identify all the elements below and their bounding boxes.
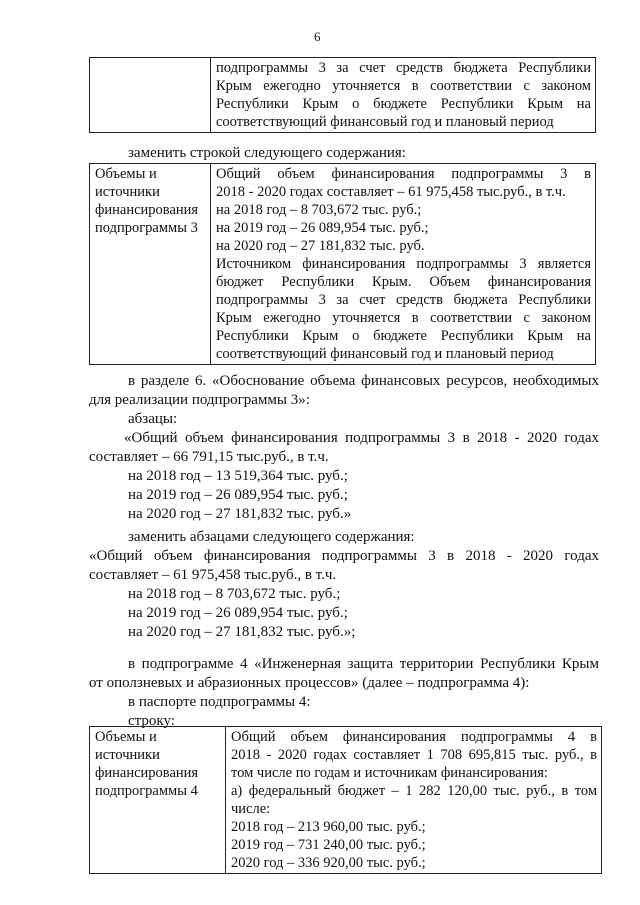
table-label-line: Объемы и — [95, 166, 157, 182]
replace-2020: на 2020 год – 27 181,832 тыс. руб.»; — [128, 624, 356, 640]
page-number: 6 — [314, 29, 321, 44]
table-cell-right — [211, 58, 596, 133]
table-cell-left — [90, 58, 211, 133]
replace-head: заменить абзацами следующего содержания: — [128, 529, 415, 545]
table-text-line: бюджет Республики Крым. Объем финансирования — [216, 274, 591, 290]
table-cell-right — [211, 164, 596, 365]
table-row — [90, 164, 596, 365]
table-label-line: подпрограммы 4 — [95, 783, 198, 799]
table-label-line: финансирования — [95, 202, 199, 218]
table-text-line: на 2020 год – 27 181,832 тыс. руб. — [216, 238, 425, 254]
table-text-line: соответствующий финансовый год и плановый период — [216, 114, 554, 130]
section6-old-1: «Общий объем финансирования подпрограммы 3 в 2018 - 2020 годах — [124, 430, 599, 446]
table-text-line: подпрограммы 3 за счет средств бюджета Республики — [216, 60, 591, 76]
section6-line-1: в разделе 6. «Обоснование объема финансовых ресурсов, необходимых — [128, 373, 599, 389]
table-text-line: 2018 - 2020 годах составляет – 61 975,458 тыс.руб., в т.ч. — [216, 184, 566, 200]
section6-line-2: для реализации подпрограммы 3»: — [89, 392, 310, 408]
table-label-line: источники — [95, 747, 160, 763]
section6-old-2018: на 2018 год – 13 519,364 тыс. руб.; — [128, 468, 348, 484]
table-label-line: Объемы и — [95, 729, 157, 745]
table-text-line: Крым ежегодно уточняется в соответствии с законом — [216, 310, 591, 326]
table-text-line: а) федеральный бюджет – 1 282 120,00 тыс. руб., в том — [231, 783, 597, 799]
table-text-line: Крым ежегодно уточняется в соответствии с законом — [216, 78, 591, 94]
section6-old-2020: на 2020 год – 27 181,832 тыс. руб.» — [128, 506, 352, 522]
section6-abzacy: абзацы: — [128, 411, 178, 427]
table-bottom — [89, 726, 602, 874]
table-text-line: Источником финансирования подпрограммы 3 является — [216, 256, 591, 272]
section6-old-2: составляет – 66 791,15 тыс.руб., в т.ч. — [89, 449, 329, 465]
sub4-block — [89, 655, 599, 731]
table-label-line: подпрограммы 3 — [95, 220, 198, 236]
replace-new-2: составляет – 61 975,458 тыс.руб., в т.ч. — [89, 567, 337, 583]
table-text-line: Общий объем финансирования подпрограммы 3 в — [216, 166, 591, 182]
table-text-line: на 2019 год – 26 089,954 тыс. руб.; — [216, 220, 429, 236]
replace-block — [89, 528, 599, 642]
replace-line-1: заменить строкой следующего содержания: — [128, 145, 406, 161]
table-text-line: Республики Крым о бюджете Республики Крым на — [216, 328, 591, 344]
table-label-line: источники — [95, 184, 160, 200]
table-row — [90, 58, 596, 133]
table-text-line: 2018 год – 213 960,00 тыс. руб.; — [231, 819, 426, 835]
table-text-line: 2019 год – 731 240,00 тыс. руб.; — [231, 837, 426, 853]
table-text-line: Общий объем финансирования подпрограммы 4 в — [231, 729, 597, 745]
table-top — [89, 57, 596, 133]
replace-2019: на 2019 год – 26 089,954 тыс. руб.; — [128, 605, 348, 621]
table-row — [90, 727, 602, 874]
section6-old-2019: на 2019 год – 26 089,954 тыс. руб.; — [128, 487, 348, 503]
sub4-line-1: в подпрограмме 4 «Инженерная защита территории Республики Крым — [128, 656, 599, 672]
section6-block — [89, 372, 599, 524]
table-label-line: финансирования — [95, 765, 199, 781]
sub4-line-2: от оползневых и абразионных процессов» (далее – подпрограмма 4): — [89, 675, 530, 691]
table-mid — [89, 163, 596, 365]
sub4-line-4: строку: — [128, 713, 175, 729]
table-cell-left — [90, 164, 211, 365]
table-text-line: соответствующий финансовый год и плановый период — [216, 346, 554, 362]
replace-new-1: «Общий объем финансирования подпрограммы 3 в 2018 - 2020 годах — [89, 548, 599, 564]
table-text-line: числе: — [231, 801, 271, 817]
table-text-line: Республики Крым о бюджете Республики Крым на — [216, 96, 591, 112]
table-text-line: подпрограммы 3 за счет средств бюджета Республики — [216, 292, 591, 308]
table-cell-right — [226, 727, 602, 874]
table-text-line: том числе по годам и источникам финансирования: — [231, 765, 548, 781]
table-text-line: 2018 - 2020 годах составляет 1 708 695,815 тыс. руб., в — [231, 747, 597, 763]
table-text-line: на 2018 год – 8 703,672 тыс. руб.; — [216, 202, 422, 218]
table-text-line: 2020 год – 336 920,00 тыс. руб.; — [231, 855, 426, 871]
replace-2018: на 2018 год – 8 703,672 тыс. руб.; — [128, 586, 341, 602]
sub4-line-3: в паспорте подпрограммы 4: — [128, 694, 311, 710]
table-cell-left — [90, 727, 226, 874]
